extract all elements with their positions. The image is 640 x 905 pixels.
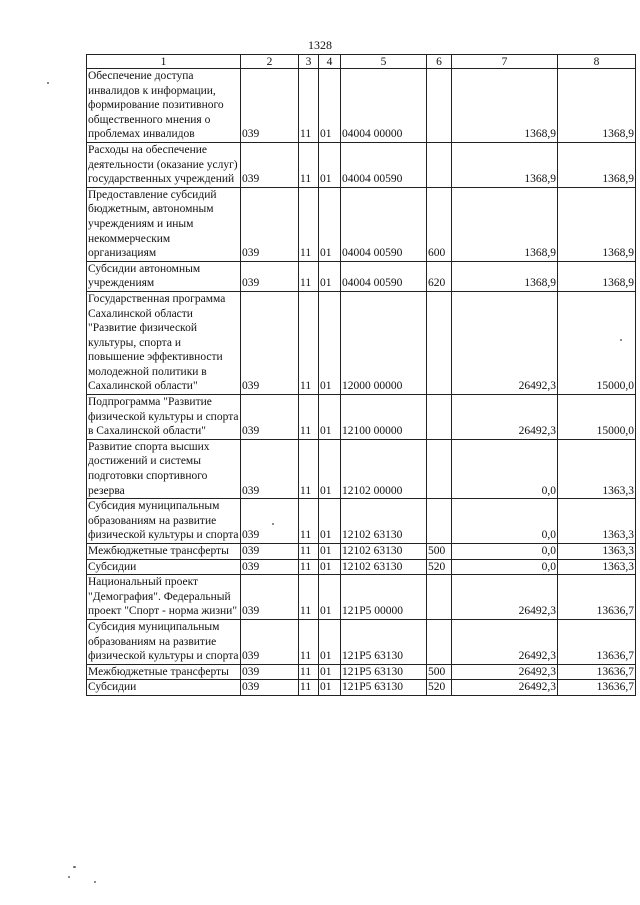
row-amount-1: 0,0 — [452, 499, 558, 544]
row-code-section: 11 — [299, 142, 319, 187]
row-name: Субсидии — [87, 680, 241, 696]
table-row — [87, 187, 636, 261]
row-amount-2: 1363,3 — [558, 499, 636, 544]
table-row — [87, 69, 636, 143]
row-amount-1: 26492,3 — [452, 291, 558, 394]
row-code-section: 11 — [299, 187, 319, 261]
row-amount-1: 1368,9 — [452, 69, 558, 143]
row-code-section: 11 — [299, 544, 319, 560]
row-amount-1: 26492,3 — [452, 680, 558, 696]
row-code-target: 12102 63130 — [341, 499, 427, 544]
row-name: Развитие спорта высших достижений и системы подготовки спортивного резерва — [87, 439, 241, 498]
row-code-ministry: 039 — [241, 559, 299, 575]
scan-speck — [47, 82, 49, 84]
table-row — [87, 395, 636, 440]
row-code-subsection: 01 — [319, 439, 341, 498]
row-code-ministry: 039 — [241, 575, 299, 620]
row-code-section: 11 — [299, 575, 319, 620]
row-code-subsection: 01 — [319, 187, 341, 261]
row-amount-1: 1368,9 — [452, 261, 558, 291]
row-amount-1: 0,0 — [452, 544, 558, 560]
row-amount-2: 13636,7 — [558, 680, 636, 696]
row-code-section: 11 — [299, 664, 319, 680]
header-col-8: 8 — [558, 55, 636, 69]
row-code-type — [427, 499, 452, 544]
row-code-type — [427, 142, 452, 187]
row-amount-1: 26492,3 — [452, 575, 558, 620]
header-col-4: 4 — [319, 55, 341, 69]
row-code-target: 121P5 00000 — [341, 575, 427, 620]
table-row — [87, 499, 636, 544]
row-name: Подпрограмма "Развитие физической культуры и спорта в Сахалинской области" — [87, 395, 241, 440]
row-code-section: 11 — [299, 499, 319, 544]
row-code-target: 121P5 63130 — [341, 619, 427, 664]
row-name: Субсидия муниципальным образованиям на развитие физической культуры и спорта — [87, 499, 241, 544]
budget-table — [86, 54, 636, 696]
table-row — [87, 680, 636, 696]
row-code-ministry: 039 — [241, 664, 299, 680]
row-code-type: 520 — [427, 680, 452, 696]
row-code-section: 11 — [299, 680, 319, 696]
row-code-ministry: 039 — [241, 544, 299, 560]
row-code-subsection: 01 — [319, 544, 341, 560]
row-code-type: 620 — [427, 261, 452, 291]
row-code-ministry: 039 — [241, 439, 299, 498]
row-code-type — [427, 291, 452, 394]
table-row — [87, 559, 636, 575]
row-amount-2: 13636,7 — [558, 575, 636, 620]
table-row — [87, 664, 636, 680]
row-code-target: 12100 00000 — [341, 395, 427, 440]
row-code-section: 11 — [299, 291, 319, 394]
page-number: 1328 — [308, 38, 332, 52]
row-code-type: 500 — [427, 544, 452, 560]
header-row — [87, 55, 636, 69]
row-code-target: 12102 00000 — [341, 439, 427, 498]
row-amount-2: 13636,7 — [558, 619, 636, 664]
row-code-target: 12102 63130 — [341, 559, 427, 575]
row-name: Межбюджетные трансферты — [87, 664, 241, 680]
table-row — [87, 619, 636, 664]
table-row — [87, 439, 636, 498]
row-code-subsection: 01 — [319, 664, 341, 680]
header-col-6: 6 — [427, 55, 452, 69]
row-name: Субсидия муниципальным образованиям на развитие физической культуры и спорта — [87, 619, 241, 664]
row-amount-2: 15000,0 — [558, 291, 636, 394]
table-row — [87, 261, 636, 291]
table-row — [87, 575, 636, 620]
row-code-type: 600 — [427, 187, 452, 261]
row-name: Государственная программа Сахалинской области "Развитие физической культуры, спорта и повышение эффективности молодежной политики в Сахалинской области" — [87, 291, 241, 394]
row-code-target: 121P5 63130 — [341, 680, 427, 696]
scan-speck — [272, 523, 274, 525]
header-col-7: 7 — [452, 55, 558, 69]
header-col-1: 1 — [87, 55, 241, 69]
row-name: Предоставление субсидий бюджетным, автономным учреждениям и иным некоммерческим организациям — [87, 187, 241, 261]
row-code-section: 11 — [299, 261, 319, 291]
row-code-target: 12102 63130 — [341, 544, 427, 560]
row-code-target: 04004 00000 — [341, 69, 427, 143]
row-code-ministry: 039 — [241, 142, 299, 187]
row-code-type: 520 — [427, 559, 452, 575]
scan-speck — [73, 866, 76, 868]
row-code-ministry: 039 — [241, 261, 299, 291]
row-code-target: 121P5 63130 — [341, 664, 427, 680]
row-amount-2: 1363,3 — [558, 439, 636, 498]
row-name: Национальный проект "Демография". Федеральный проект "Спорт - норма жизни" — [87, 575, 241, 620]
row-code-section: 11 — [299, 395, 319, 440]
row-amount-2: 1368,9 — [558, 261, 636, 291]
row-amount-2: 15000,0 — [558, 395, 636, 440]
row-code-subsection: 01 — [319, 619, 341, 664]
row-code-ministry: 039 — [241, 69, 299, 143]
row-code-target: 04004 00590 — [341, 261, 427, 291]
row-code-section: 11 — [299, 439, 319, 498]
row-code-subsection: 01 — [319, 499, 341, 544]
row-code-subsection: 01 — [319, 142, 341, 187]
scan-speck — [68, 876, 70, 878]
row-code-ministry: 039 — [241, 680, 299, 696]
row-code-target: 04004 00590 — [341, 187, 427, 261]
row-code-target: 04004 00590 — [341, 142, 427, 187]
row-code-type — [427, 439, 452, 498]
row-code-ministry: 039 — [241, 291, 299, 394]
row-name: Обеспечение доступа инвалидов к информации, формирование позитивного общественного мнения о проблемах инвалидов — [87, 69, 241, 143]
row-amount-1: 0,0 — [452, 559, 558, 575]
header-col-2: 2 — [241, 55, 299, 69]
row-name: Субсидии автономным учреждениям — [87, 261, 241, 291]
row-code-subsection: 01 — [319, 680, 341, 696]
row-code-ministry: 039 — [241, 499, 299, 544]
row-code-section: 11 — [299, 69, 319, 143]
row-amount-2: 13636,7 — [558, 664, 636, 680]
row-amount-1: 26492,3 — [452, 664, 558, 680]
row-code-subsection: 01 — [319, 69, 341, 143]
row-code-ministry: 039 — [241, 619, 299, 664]
scan-speck — [94, 881, 96, 883]
row-code-type — [427, 69, 452, 143]
row-amount-1: 26492,3 — [452, 619, 558, 664]
scan-speck — [620, 339, 622, 341]
row-code-type — [427, 575, 452, 620]
row-code-ministry: 039 — [241, 187, 299, 261]
row-code-type — [427, 395, 452, 440]
row-name: Межбюджетные трансферты — [87, 544, 241, 560]
row-amount-2: 1368,9 — [558, 187, 636, 261]
row-code-subsection: 01 — [319, 559, 341, 575]
row-amount-1: 0,0 — [452, 439, 558, 498]
row-code-section: 11 — [299, 559, 319, 575]
row-amount-2: 1363,3 — [558, 559, 636, 575]
row-code-type — [427, 619, 452, 664]
row-code-ministry: 039 — [241, 395, 299, 440]
row-amount-2: 1368,9 — [558, 69, 636, 143]
row-code-subsection: 01 — [319, 291, 341, 394]
table-body — [87, 69, 636, 696]
row-code-subsection: 01 — [319, 261, 341, 291]
row-code-target: 12000 00000 — [341, 291, 427, 394]
row-code-subsection: 01 — [319, 395, 341, 440]
row-amount-1: 1368,9 — [452, 142, 558, 187]
header-col-3: 3 — [299, 55, 319, 69]
table-row — [87, 142, 636, 187]
row-amount-1: 26492,3 — [452, 395, 558, 440]
table-row — [87, 544, 636, 560]
header-col-5: 5 — [341, 55, 427, 69]
row-code-subsection: 01 — [319, 575, 341, 620]
row-amount-2: 1368,9 — [558, 142, 636, 187]
row-name: Расходы на обеспечение деятельности (оказание услуг) государственных учреждений — [87, 142, 241, 187]
row-name: Субсидии — [87, 559, 241, 575]
row-code-type: 500 — [427, 664, 452, 680]
row-code-section: 11 — [299, 619, 319, 664]
table-row — [87, 291, 636, 394]
row-amount-1: 1368,9 — [452, 187, 558, 261]
row-amount-2: 1363,3 — [558, 544, 636, 560]
